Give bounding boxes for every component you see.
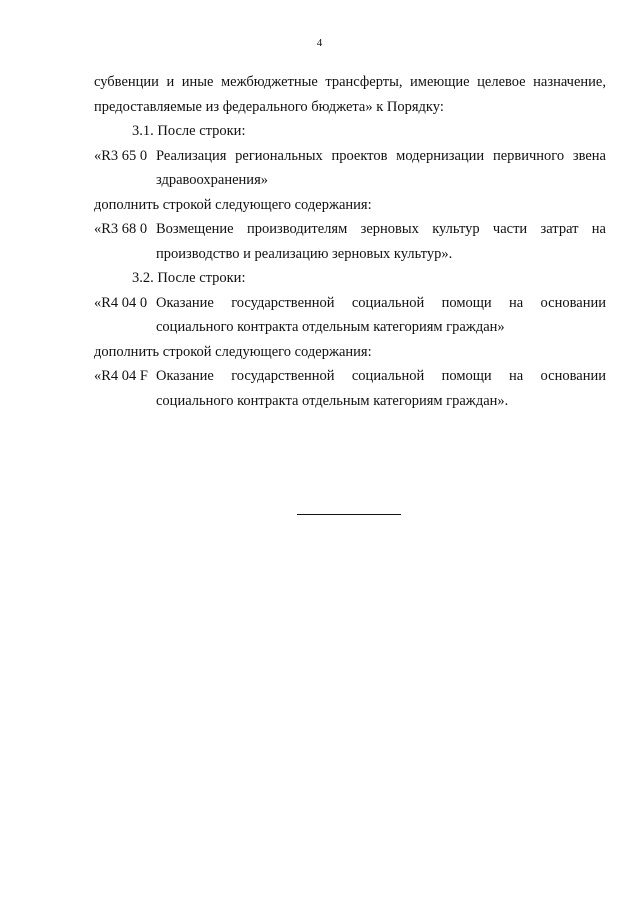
intro-line-2: предоставляемые из федерального бюджета» к Порядку: [94,98,444,115]
entry-text-line-1: Возмещение производителям зерновых культур части затрат на [156,221,606,237]
entry-text-line-1: Оказание государственной социальной помощи на основании [156,368,606,384]
entry-text [156,364,606,413]
entry-text-line-2: социального контракта отдельным категориям граждан». [156,392,509,409]
entry-text-line-2: здравоохранения» [156,172,268,188]
document-body [94,70,606,413]
entry-r3-65-0 [94,144,606,193]
separator-line [297,514,401,515]
entry-r4-04-0 [94,291,606,340]
entry-code: «R3 68 0 [94,221,148,237]
entry-text [156,144,606,193]
entry-text-line-1: Оказание государственной социальной помощи на основании [156,294,606,311]
entry-text-line-2: социального контракта отдельным категориям граждан» [156,319,505,335]
entry-text [156,217,606,266]
supplement-line-2: дополнить строкой следующего содержания: [94,343,372,360]
entry-r4-04-f [94,364,606,413]
entry-code: «R4 04 F [94,368,148,384]
item-3-1: 3.1. После строки: [132,123,246,139]
entry-code: «R4 04 0 [94,294,148,311]
entry-text-line-2: производство и реализацию зерновых культур». [156,245,453,262]
entry-code: «R3 65 0 [94,147,148,164]
entry-text [156,291,606,340]
page-number: 4 [316,37,323,49]
intro-line-1: субвенции и иные межбюджетные трансферты, имеющие целевое назначение, [94,74,606,90]
entry-r3-68-0 [94,217,606,266]
item-3-2: 3.2. После строки: [132,270,246,286]
entry-text-line-1: Реализация региональных проектов модернизации первичного звена [156,147,606,164]
supplement-line-1: дополнить строкой следующего содержания: [94,196,372,213]
